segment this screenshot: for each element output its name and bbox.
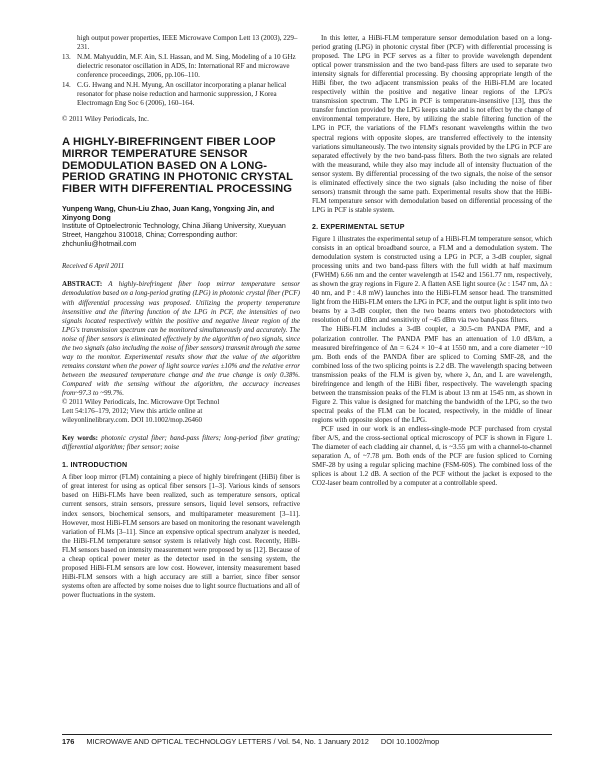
journal-name: MICROWAVE AND OPTICAL TECHNOLOGY LETTERS / Vol. 54, No. 1 January 2012 — [86, 737, 369, 746]
abstract — [62, 280, 300, 398]
reference-list — [62, 34, 300, 108]
keywords-label: Key words: — [62, 434, 99, 443]
publication-info-line: Lett 54:176–179, 2012; View this article online at — [62, 407, 203, 416]
experimental-setup-heading: 2. EXPERIMENTAL SETUP — [312, 222, 405, 231]
page-number: 176 — [62, 737, 75, 746]
reference-number: 14. — [62, 81, 71, 90]
introduction-paragraph: A fiber loop mirror (FLM) containing a piece of highly birefringent (HiBi) fiber is of great interest for using as optical fiber sensors [1–3]. Various kinds of sensors based on HiBi-FLMs have been realized, such as temperature sensors, optical current sensors, strain sensors, pressure sensors, liquid level sensors, refractive index sensors, biochemical sensors, and multiparameter measurement [3–11]. However, most HiBi-FLM sensors are based on monitoring the resonant wavelength variation of FLMs [3–11]. Since an expensive optical spectrum analyzer is needed, the HiBi-FLM temperature sensor system is relatively high cost. Recently, HiBi-FLM sensors based on intensity measurement were proposed by us [12]. Because of a cheap optical power meter as the detector used in the sensing system, the proposed HiBi-FLM sensors are low cost. However, intensity measurement based HiBi-FLM sensors with a high accuracy are still a barrier, since fiber sensor systems often are affected by some noises due to light source fluctuations and all of power fluctuations in the system. — [62, 473, 300, 599]
reference-text: high output power properties, IEEE Microwave Compon Lett 13 (2003), 229–231. — [77, 34, 298, 52]
body-paragraph: The HiBi-FLM includes a 3-dB coupler, a 30.5-cm PANDA PMF, and a polarization controller. The PANDA PMF has an attenuation of 1.0 dB/km, a measured birefringence of Δn = 6.24 × 10−4 at 1550 nm, and a core diameter ~10 μm. Both ends of the PANDA fiber are spliced to Corning SMF-28, and the combined loss of the two splicing points is 2.2 dB. The wavelength spacing between transmission peaks of the FLM is given by, where λ, Δn, and L are wavelength, birefringence and length of the HiBi fiber, respectively. The wavelength spacing between the transmission peaks of the FLM is about 13 nm at 1545 nm, as shown in Figure 2. This value is designed for matching the bandwidth of the LPG, so the two spectral peaks of the FLM can be located, respectively, in the middle of linear regions with opposite slopes of the LPG. — [312, 325, 552, 424]
page-footer — [62, 734, 552, 749]
abstract-text: A highly-birefringent fiber loop mirror temperature sensor demodulation based on a long-period grating (LPG) in photonic crystal fiber (PCF) with differential processing was proposed. Utilizing the property temperature insensitive and the filtering function of the LPG in PCF, the intensities of two signals located respectively within the positive and negative linear region of the LPG's transmission spectrum can be monitored simultaneously and accurately. The noise of fiber sensors is eliminated effectively by the algorithm of two signals, since the two signals (also including the noise of fiber sensors) transmit through the same way to the monitor. Experimental results show that the value of the algorithm remains constant when the power of light source varies ±10% and the relative error between the measured temperature change and the true change is only 0.38%. Compared with the sensing without the algorithm, the accuracy increases from~97.3 to ~99.7%. — [62, 280, 300, 397]
introduction-heading: 1. INTRODUCTION — [62, 461, 128, 470]
reference-item — [62, 53, 300, 80]
abstract-label: ABSTRACT: — [62, 280, 103, 289]
received-date: Received 6 April 2011 — [62, 262, 125, 271]
reference-item — [62, 81, 300, 108]
body-paragraph: PCF used in our work is an endless-single-mode PCF purchased from crystal fiber A/S, and the cross-sectional optical microscopy of PCF is shown in Figure 1. The diameter of each cladding air channel, d, is ~3.55 μm with a channel-to-channel separation Λ, of ~7.78 μm. Both ends of the PCF are fusion spliced to Corning SMF-28 by using a regular splicing machine (FSM-60S). The combined loss of the splices is about 1.2 dB. A section of the PCF without the jacket is exposed to the CO2-laser beam controlled by a computer at a controllable speed. — [312, 424, 552, 488]
reference-number — [62, 34, 77, 52]
references-copyright: © 2011 Wiley Periodicals, Inc. — [62, 115, 149, 124]
left-column — [62, 34, 300, 600]
publication-info-line: wileyonlinelibrary.com. DOI 10.1002/mop.26460 — [62, 416, 203, 425]
body-paragraph: In this letter, a HiBi-FLM temperature sensor demodulation based on a long-period grating (LPG) in photonic crystal fiber (PCF) with differential processing is proposed. The LPG in PCF serves as a filter to provide wavelength dependent optical power transmission and the two band-pass filters are used to separate two intensity signals for differential processing. By choosing appropriate length of the HiBi fiber, the two adjacent transmission peaks of the HiBi-FLM are located respectively within the positive and negative linear regions of the LPG's transmission spectrum. The LPG in PCF is temperature-insensitive [13], thus the transfer function provided by the LPG keeps stable and is not effect by the change of environmental temperature. Here, by utilizing the stable filtering function of the LPG in PCF, the variations of the FLM's resonant wavelengths within the two spectral regions with opposite slopes, are transferred effectively to the intensity variations simultaneously. The two intensity signals provided by the LPG in PCF are separated effectively by the two band-pass filters. Both the two signals are related with the measurand, while they also may include all of intensity fluctuation of the sensor system. By differential processing of the two signals, the noise of the sensor is eliminated effectively since the two signals (also including the noise of fiber sensors) transmit through the same path. Experimental results show that the HiBi-FLM temperature sensor with demodulation based on differential processing of the LPG in PCF is stable system. — [312, 34, 552, 214]
reference-text: C.G. Hwang and N.H. Myung, An oscillator incorporating a planar helical resonator for phase noise reduction and harmonic suppression, J Korea Electromagn Eng Soc 6 (2006), 160–164. — [77, 81, 287, 108]
body-paragraph: Figure 1 illustrates the experimental setup of a HiBi-FLM temperature sensor, which consists in an optical broadband source, a FLM and a demodulation system. The demodulation system is constructed using a LPG in PCF, a 3-dB coupler, signal processing units and two band-pass filters with the full width at half maximum (FWHM) 6.66 nm and the center wavelength at 1542 and 1561.77 nm, respectively, as shown the gray regions in Figure 2. A flatten ASE light source (λc : 1547 nm, Δλ : 40 nm, and P : 4.8 mW) launches into the HiBi-FLM sensor head. The transmitted light from the HiBi-FLM enters the LPG in PCF, and the output light is split into two beams by a 3-dB coupler, then the two beams enters two photodetectors with resolution of 0.01 dBm and sensitivity of −45 dBm via two band-pass filters. — [312, 234, 553, 325]
keywords — [62, 434, 300, 452]
reference-text: N.M. Mahyuddin, M.F. Ain, S.I. Hassan, and M. Sing, Modeling of a 10 GHz dielectric resonator oscillation in ADS, In: International RF and microwave conference proceedings, 2006, pp.106–110. — [77, 53, 296, 80]
reference-number: 13. — [62, 53, 71, 62]
article-title: A HIGHLY-BIREFRINGENT FIBER LOOP MIRROR TEMPERATURE SENSOR DEMODULATION BASED ON A LONG-PERIOD GRATING IN PHOTONIC CRYSTAL FIBER WITH DIFFERENTIAL PROCESSING — [62, 136, 293, 195]
keywords-text: photonic crystal fiber; band-pass filters; long-period fiber grating; differential algorithm; fiber sensor; noise — [62, 434, 300, 452]
author-affiliation: Institute of Optoelectronic Technology, China Jiliang University, Xueyuan Street, Hangzhou 310018, China; Corresponding author: zhchunliu@hotmail.com — [62, 223, 286, 249]
author-list: Yunpeng Wang, Chun-Liu Zhao, Juan Kang, Yongxing Jin, and Xinyong Dong — [62, 204, 275, 223]
footer-doi: DOI 10.1002/mop — [380, 737, 440, 746]
right-column — [312, 34, 552, 488]
reference-item — [62, 34, 300, 52]
publication-info-line: © 2011 Wiley Periodicals, Inc. Microwave Opt Technol — [62, 398, 220, 407]
